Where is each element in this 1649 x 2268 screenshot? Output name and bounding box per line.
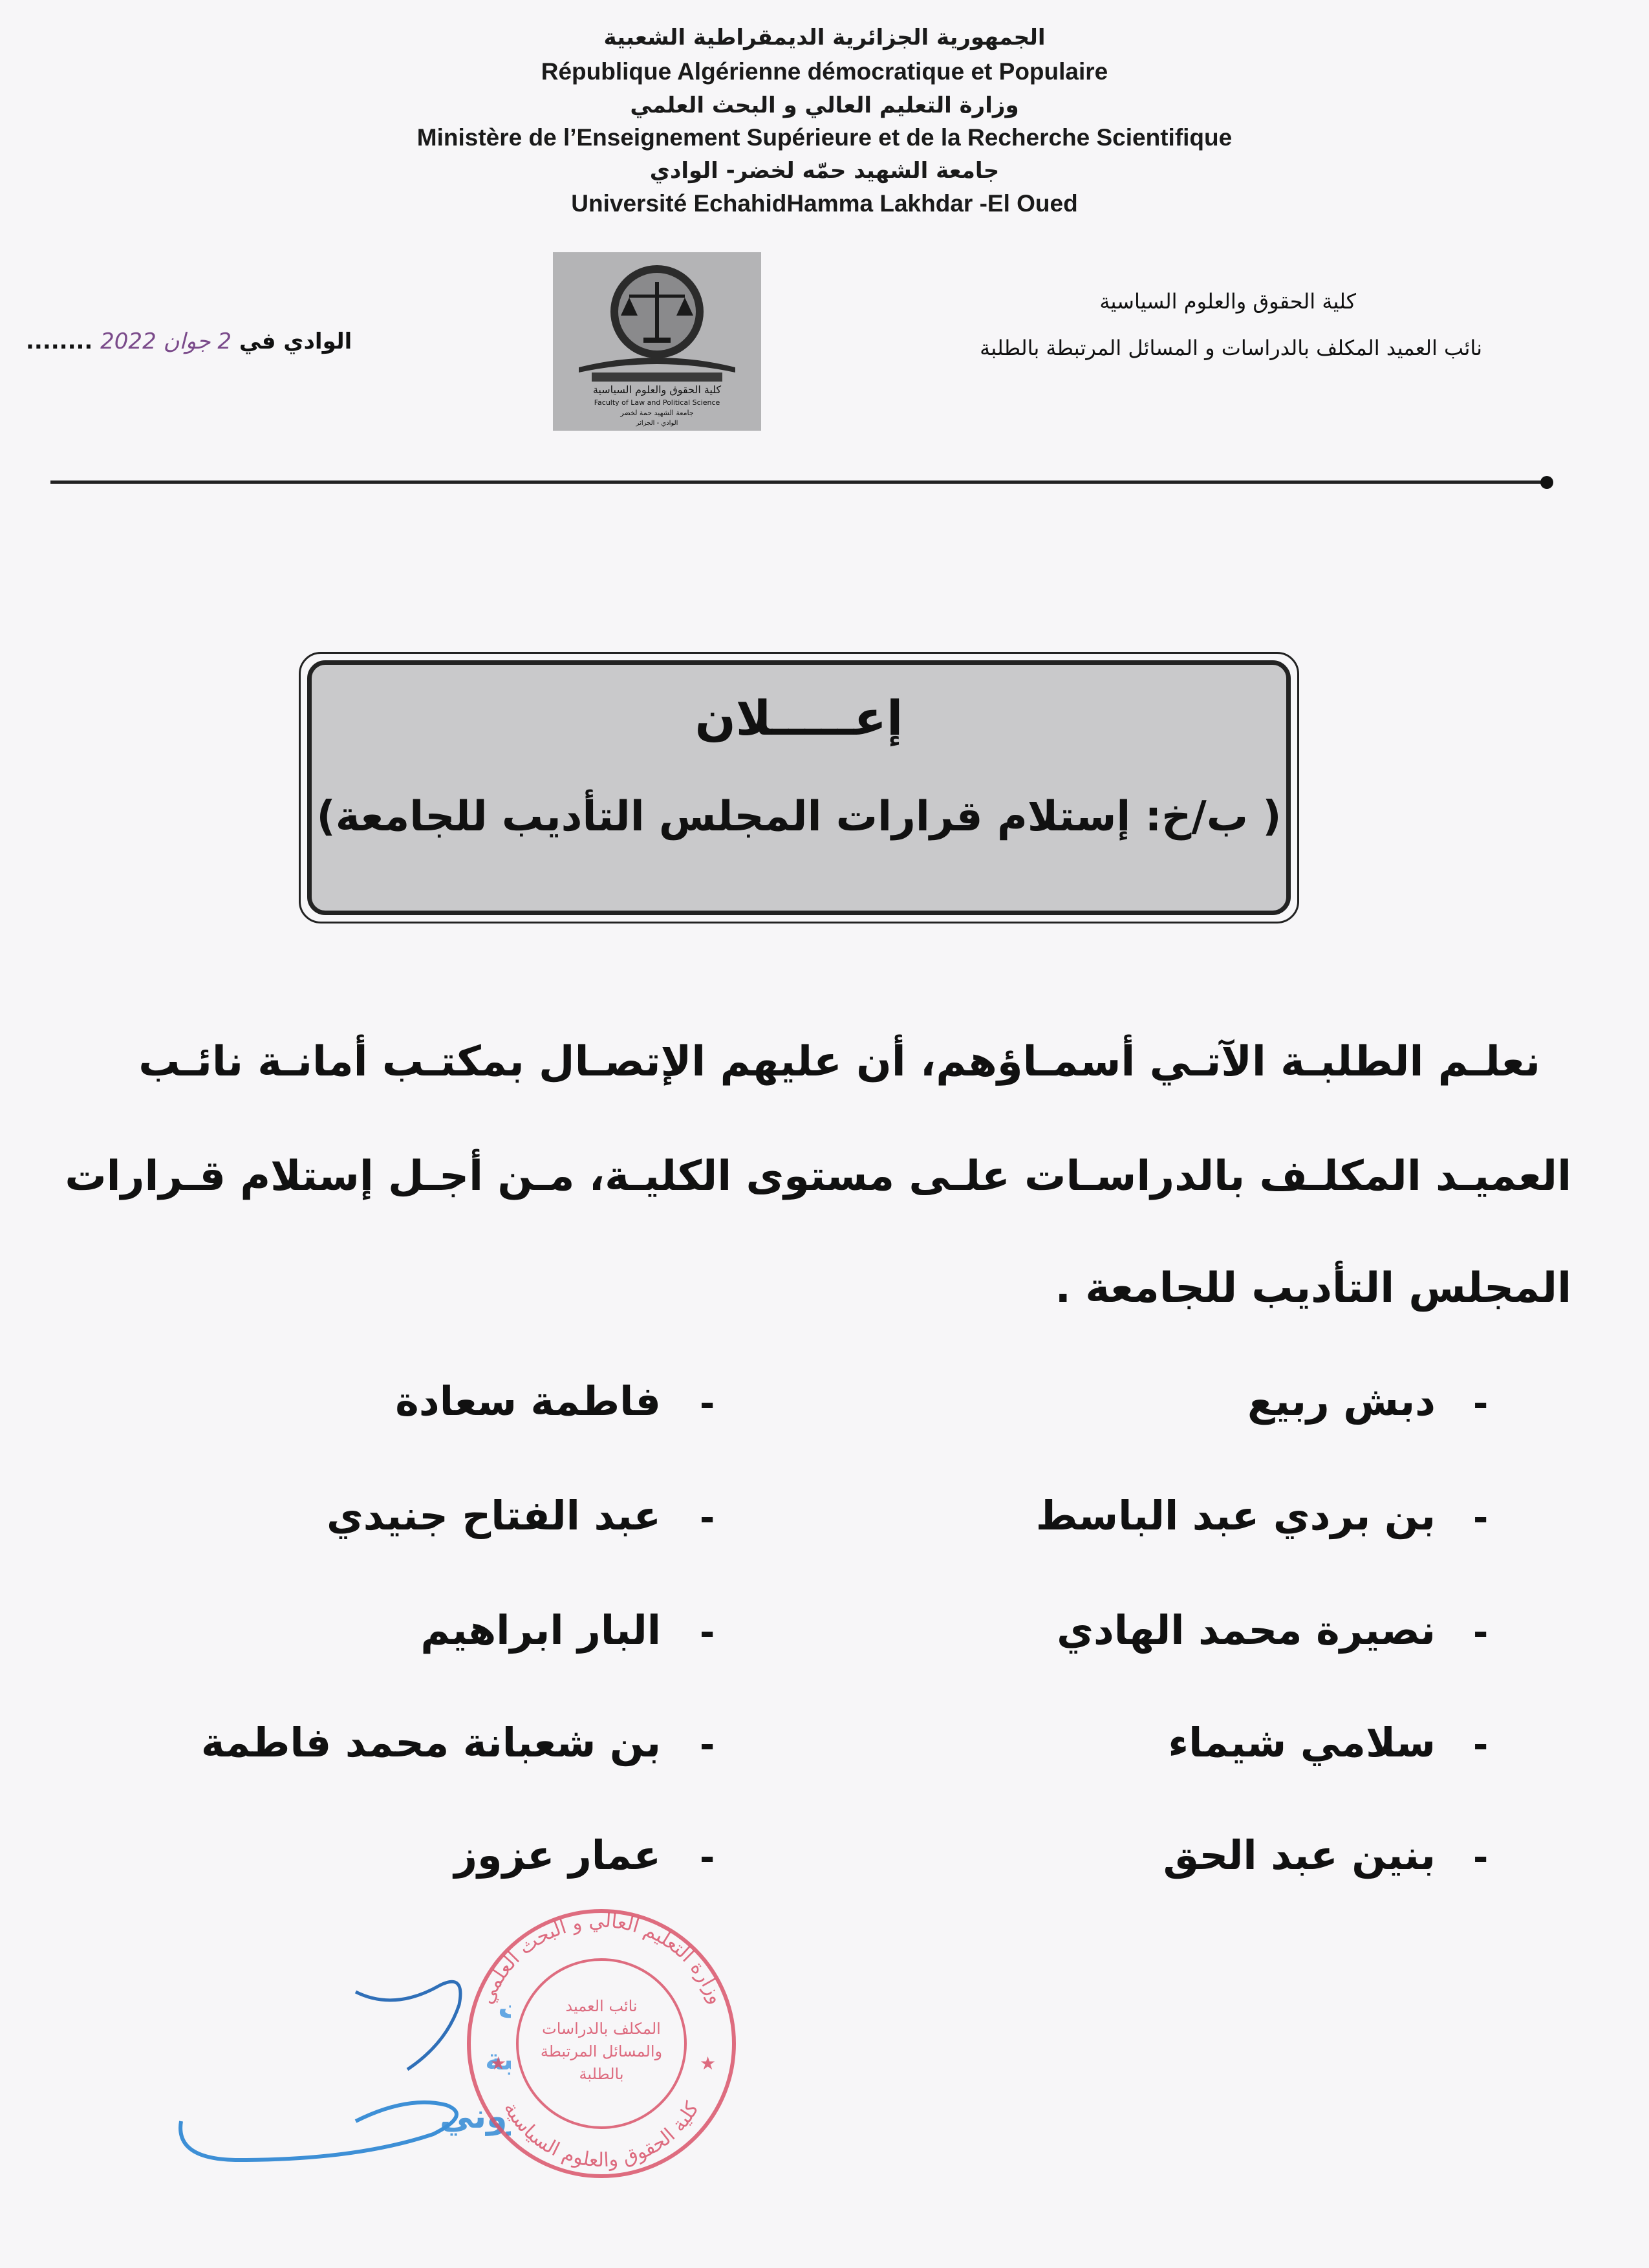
body-line-3: المجلس التأديب للجامعة . [1055, 1264, 1571, 1312]
body-line-2: العميـد المكلـف بالدراسـات علـى مستوى الكليـة، مـن أجـل إستلام قـرارات [65, 1152, 1571, 1200]
list-dash: - [1473, 1612, 1489, 1654]
list-dash: - [700, 1837, 715, 1879]
svg-text:★: ★ [490, 2053, 507, 2074]
list-dash: - [1473, 1837, 1489, 1879]
date-dots: ........ [26, 329, 93, 354]
list-dash: - [700, 1383, 715, 1425]
list-dash: - [1473, 1724, 1489, 1766]
date-line [26, 329, 352, 354]
header-divider [50, 481, 1544, 484]
faculty-name: كلية الحقوق والعلوم السياسية [1099, 289, 1356, 314]
svg-text:كلية الحقوق والعلوم السياسية: كلية الحقوق والعلوم السياسية [592, 383, 722, 396]
ministry-ar: وزارة التعليم العالي و البحث العلمي [630, 92, 1019, 118]
vice-dean-office: نائب العميد المكلف بالدراسات و المسائل المرتبطة بالطلبة [980, 336, 1482, 360]
student-name: دبش ربيع [1247, 1377, 1436, 1425]
date-handwritten: 2 جوان 2022 [100, 329, 232, 354]
svg-text:كلية الحقوق والعلوم السياسية: كلية الحقوق والعلوم السياسية [499, 2098, 704, 2172]
university-fr: Université EchahidHamma Lakhdar -El Oued [571, 190, 1078, 217]
republic-fr: République Algérienne démocratique et Populaire [541, 58, 1108, 85]
list-dash: - [1473, 1383, 1489, 1425]
divider-dot [1540, 476, 1553, 489]
student-name: سلامي شيماء [1168, 1719, 1436, 1766]
svg-text:نائب العميد: نائب العميد [565, 1997, 638, 2015]
svg-text:والمسائل المرتبطة بالطلبة: ة [485, 2042, 503, 2077]
student-name: البار ابراهيم [420, 1606, 661, 1654]
student-name: فاطمة سعادة [395, 1377, 661, 1425]
svg-text:بالطلبة: بالطلبة [579, 2065, 624, 2083]
svg-text:المكلف بالدراسات: المكلف بالدراسات [542, 2020, 661, 2038]
svg-text:وزارة التعليم العالي و البحث ا: وزارة التعليم العالي و البحث العلمي [475, 1909, 728, 2007]
svg-text:Faculty of Law and Political S: Faculty of Law and Political Science [594, 398, 720, 407]
list-dash: - [700, 1497, 715, 1539]
republic-ar: الجمهورية الجزائرية الديمقراطية الشعبية [603, 25, 1046, 50]
announcement-subtitle: ( ب/خ: إستلام قرارات المجلس التأديب للجامعة) [316, 793, 1282, 841]
svg-text:★: ★ [700, 2053, 717, 2074]
student-name: بن بردي عبد الباسط [1035, 1492, 1436, 1539]
faculty-logo [553, 252, 761, 431]
svg-text:والمسائل المرتبطة: والمسائل المرتبطة [540, 2042, 663, 2060]
official-stamp [446, 1895, 757, 2192]
list-dash: - [700, 1612, 715, 1654]
list-dash: - [1473, 1497, 1489, 1539]
list-dash: - [700, 1724, 715, 1766]
university-ar: جامعة الشهيد حمّه لخضر- الوادي [649, 158, 1000, 184]
date-prefix: الوادي في [239, 329, 352, 354]
svg-text:الوادي - الجزائر: الوادي - الجزائر [636, 420, 678, 427]
svg-text:جامعة الشهيد حمة لخضر: جامعة الشهيد حمة لخضر [620, 409, 694, 417]
student-name: بنين عبد الحق [1163, 1831, 1436, 1879]
student-name: عبد الفتاح جنيدي [326, 1492, 661, 1539]
body-line-1: نعلـم الطلبـة الآتـي أسمـاؤهم، أن عليهم الإتصـال بمكتـب أمانـة نائـب [138, 1038, 1540, 1086]
student-name: عمار عزوز [454, 1831, 661, 1879]
announcement-title: إعـــــلان [695, 691, 903, 746]
ministry-fr: Ministère de l’Enseignement Supérieure et de la Recherche Scientifique [416, 124, 1233, 151]
svg-text:د. فايزة جروني: وني [440, 2097, 508, 2136]
student-name: نصيرة محمد الهادي [1057, 1606, 1436, 1654]
student-name: بن شعبانة محمد فاطمة [200, 1719, 661, 1766]
